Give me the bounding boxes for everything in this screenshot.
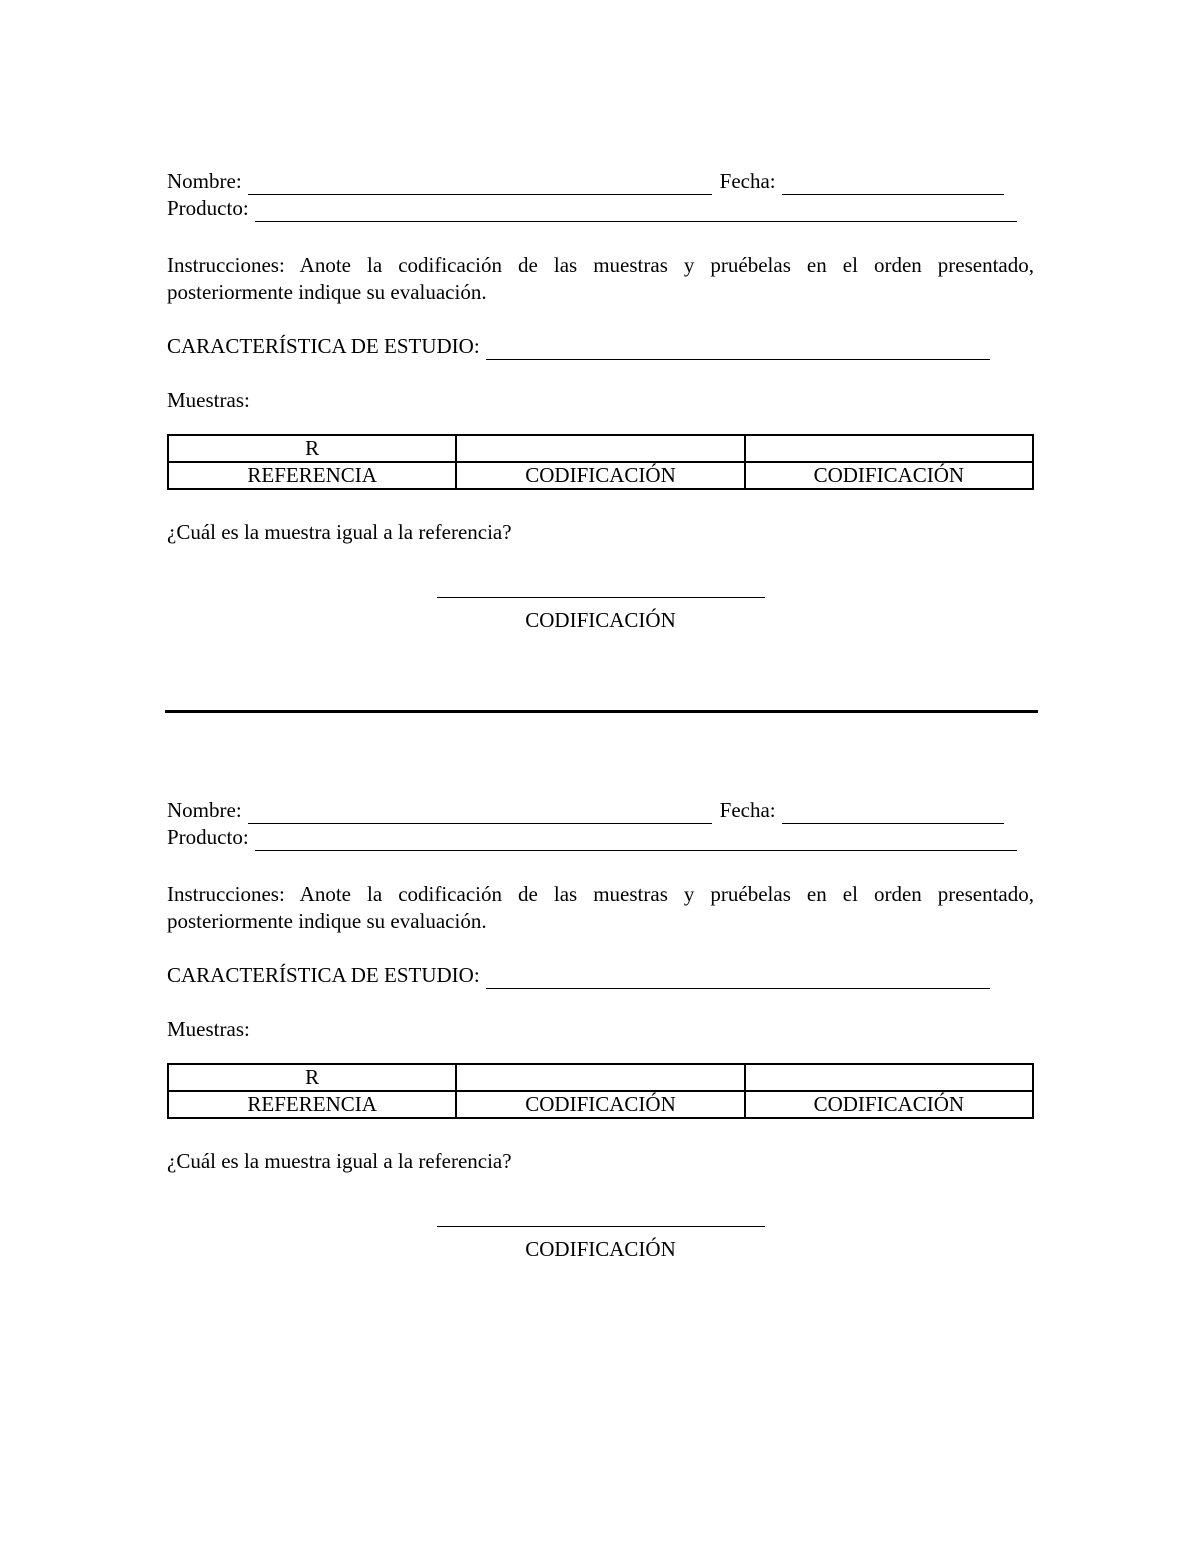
section-divider	[165, 710, 1038, 713]
answer-field[interactable]	[437, 1224, 765, 1227]
table-row	[168, 435, 1033, 462]
sample-code-cell-2[interactable]	[745, 1064, 1033, 1091]
reference-code-cell: R	[168, 435, 456, 462]
table-row	[168, 462, 1033, 489]
nombre-field[interactable]	[248, 805, 712, 824]
samples-table	[167, 1063, 1034, 1119]
fecha-field[interactable]	[782, 176, 1004, 195]
instructions-line-1: Instrucciones: Anote la codificación de las muestras y pruébelas en el orden presentado,	[167, 253, 1034, 277]
question-text: ¿Cuál es la muestra igual a la referencia?	[167, 520, 512, 544]
answer-block	[167, 1208, 1034, 1262]
producto-row	[167, 195, 1034, 222]
table-row	[168, 1091, 1033, 1118]
nombre-fecha-row	[167, 797, 1034, 824]
producto-field[interactable]	[255, 203, 1017, 222]
sample-code-cell-1[interactable]	[456, 435, 744, 462]
table-row	[168, 1064, 1033, 1091]
codificacion-header-cell-2: CODIFICACIÓN	[745, 462, 1033, 489]
fecha-label: Fecha:	[719, 798, 776, 822]
fecha-label: Fecha:	[719, 169, 776, 193]
answer-label: CODIFICACIÓN	[525, 608, 676, 632]
sample-code-cell-1[interactable]	[456, 1064, 744, 1091]
producto-label: Producto:	[167, 196, 249, 220]
reference-code-cell: R	[168, 1064, 456, 1091]
codificacion-header-cell-2: CODIFICACIÓN	[745, 1091, 1033, 1118]
nombre-label: Nombre:	[167, 169, 242, 193]
answer-block	[167, 579, 1034, 633]
samples-table	[167, 434, 1034, 490]
caracteristica-field[interactable]	[486, 341, 990, 360]
caracteristica-label: CARACTERÍSTICA DE ESTUDIO:	[167, 963, 480, 987]
evaluation-form-1	[167, 168, 1034, 633]
evaluation-form-2	[167, 797, 1034, 1262]
instructions-line-2: posteriormente indique su evaluación.	[167, 280, 487, 304]
nombre-fecha-row	[167, 168, 1034, 195]
producto-row	[167, 824, 1034, 851]
answer-label: CODIFICACIÓN	[525, 1237, 676, 1261]
nombre-field[interactable]	[248, 176, 712, 195]
instructions-line-1: Instrucciones: Anote la codificación de las muestras y pruébelas en el orden presentado,	[167, 882, 1034, 906]
producto-field[interactable]	[255, 832, 1017, 851]
question-text: ¿Cuál es la muestra igual a la referencia?	[167, 1149, 512, 1173]
instructions-line-2: posteriormente indique su evaluación.	[167, 909, 487, 933]
fecha-field[interactable]	[782, 805, 1004, 824]
caracteristica-label: CARACTERÍSTICA DE ESTUDIO:	[167, 334, 480, 358]
codificacion-header-cell-1: CODIFICACIÓN	[456, 1091, 744, 1118]
caracteristica-row	[167, 333, 1034, 360]
muestras-label: Muestras:	[167, 1017, 250, 1041]
caracteristica-field[interactable]	[486, 970, 990, 989]
instructions	[167, 252, 1034, 306]
instructions	[167, 881, 1034, 935]
reference-header-cell: REFERENCIA	[168, 462, 456, 489]
caracteristica-row	[167, 962, 1034, 989]
reference-header-cell: REFERENCIA	[168, 1091, 456, 1118]
nombre-label: Nombre:	[167, 798, 242, 822]
answer-field[interactable]	[437, 595, 765, 598]
producto-label: Producto:	[167, 825, 249, 849]
muestras-label: Muestras:	[167, 388, 250, 412]
codificacion-header-cell-1: CODIFICACIÓN	[456, 462, 744, 489]
sample-code-cell-2[interactable]	[745, 435, 1033, 462]
